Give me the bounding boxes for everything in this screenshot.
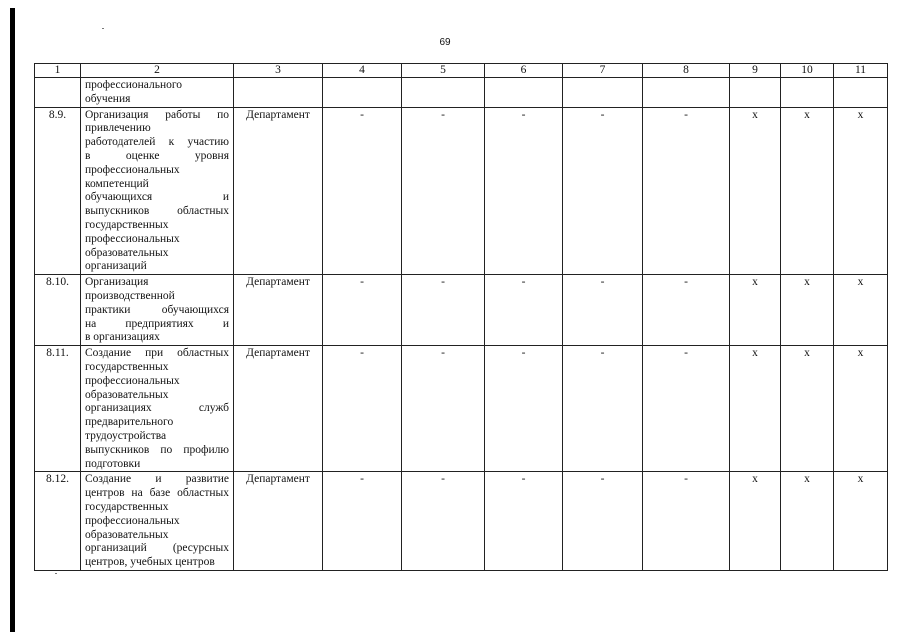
empty-cell bbox=[781, 78, 834, 108]
item-number: 8.9. bbox=[35, 107, 81, 275]
column-header: 5 bbox=[402, 64, 485, 78]
empty-cell bbox=[402, 78, 485, 108]
table-row bbox=[35, 472, 888, 571]
mark-cell: - bbox=[485, 275, 563, 346]
description-line: центров на базе областных bbox=[85, 487, 229, 500]
plan-table bbox=[34, 63, 888, 571]
description-line: профессиональных bbox=[85, 374, 180, 387]
description-line: образовательных bbox=[85, 388, 169, 401]
mark-cell: - bbox=[643, 346, 730, 472]
column-header: 1 bbox=[35, 64, 81, 78]
item-number: 8.10. bbox=[35, 275, 81, 346]
table-row bbox=[35, 275, 888, 346]
mark-cell: x bbox=[730, 472, 781, 571]
column-header: 3 bbox=[234, 64, 323, 78]
description-line: организациях служб bbox=[85, 402, 229, 415]
scan-speck bbox=[102, 28, 104, 29]
description-line: организаций (ресурсных bbox=[85, 542, 229, 555]
description-line: государственных bbox=[85, 218, 169, 231]
column-header: 2 bbox=[81, 64, 234, 78]
item-number: 8.12. bbox=[35, 472, 81, 571]
mark-cell: x bbox=[834, 346, 888, 472]
mark-cell: - bbox=[485, 346, 563, 472]
mark-cell: - bbox=[402, 107, 485, 275]
empty-cell bbox=[834, 78, 888, 108]
item-description bbox=[81, 78, 234, 108]
description-line: центров, учебных центров bbox=[85, 556, 215, 569]
column-header: 4 bbox=[323, 64, 402, 78]
description-line: привлечению bbox=[85, 122, 151, 135]
mark-cell: - bbox=[643, 472, 730, 571]
column-header: 9 bbox=[730, 64, 781, 78]
mark-cell: x bbox=[834, 472, 888, 571]
mark-cell: - bbox=[323, 346, 402, 472]
empty-cell bbox=[485, 78, 563, 108]
mark-cell: x bbox=[730, 346, 781, 472]
mark-cell: - bbox=[402, 275, 485, 346]
description-line: Создание при областных bbox=[85, 347, 229, 360]
mark-cell: x bbox=[834, 107, 888, 275]
executor-cell: Департамент bbox=[234, 472, 323, 571]
mark-cell: x bbox=[834, 275, 888, 346]
mark-cell: x bbox=[730, 275, 781, 346]
description-line: выпускников областных bbox=[85, 205, 229, 218]
description-line: в организациях bbox=[85, 331, 160, 344]
mark-cell: - bbox=[563, 472, 643, 571]
empty-cell bbox=[643, 78, 730, 108]
mark-cell: - bbox=[643, 107, 730, 275]
description-line: трудоустройства bbox=[85, 429, 167, 442]
description-line: практики обучающихся bbox=[85, 303, 229, 316]
description-line: компетенций bbox=[85, 177, 149, 190]
item-description bbox=[81, 472, 234, 571]
executor-cell: Департамент bbox=[234, 346, 323, 472]
table-header-row bbox=[35, 64, 888, 78]
column-header: 8 bbox=[643, 64, 730, 78]
mark-cell: - bbox=[563, 346, 643, 472]
empty-cell bbox=[323, 78, 402, 108]
description-line: в оценке уровня bbox=[85, 149, 229, 162]
table-row bbox=[35, 107, 888, 275]
mark-cell: x bbox=[781, 107, 834, 275]
mark-cell: x bbox=[730, 107, 781, 275]
description-line: государственных bbox=[85, 500, 169, 513]
description-line: производственной bbox=[85, 289, 175, 302]
description-line: образовательных bbox=[85, 246, 169, 259]
mark-cell: x bbox=[781, 472, 834, 571]
description-line: профессионального bbox=[85, 79, 183, 91]
mark-cell: - bbox=[643, 275, 730, 346]
description-line: подготовки bbox=[85, 457, 141, 470]
mark-cell: - bbox=[402, 472, 485, 571]
table-row bbox=[35, 78, 888, 108]
description-line: образовательных bbox=[85, 528, 169, 541]
mark-cell: - bbox=[402, 346, 485, 472]
executor-cell: Департамент bbox=[234, 275, 323, 346]
description-line: на предприятиях и bbox=[85, 317, 229, 330]
description-line: Организация работы по bbox=[85, 108, 229, 121]
mark-cell: - bbox=[323, 107, 402, 275]
column-header: 11 bbox=[834, 64, 888, 78]
empty-cell bbox=[730, 78, 781, 108]
mark-cell: - bbox=[323, 275, 402, 346]
description-line: Создание и развитие bbox=[85, 473, 229, 486]
column-header: 6 bbox=[485, 64, 563, 78]
mark-cell: - bbox=[485, 107, 563, 275]
description-line: профессиональных bbox=[85, 514, 180, 527]
executor-cell: Департамент bbox=[234, 107, 323, 275]
empty-cell bbox=[563, 78, 643, 108]
description-line: Организация bbox=[85, 276, 149, 289]
empty-cell bbox=[35, 78, 81, 108]
mark-cell: x bbox=[781, 275, 834, 346]
description-line: организаций bbox=[85, 260, 147, 273]
mark-cell: x bbox=[781, 346, 834, 472]
description-line: обучающихся и bbox=[85, 191, 229, 204]
column-header: 10 bbox=[781, 64, 834, 78]
scan-edge-bar bbox=[10, 8, 15, 632]
table-row bbox=[35, 346, 888, 472]
description-line: выпускников по профилю bbox=[85, 443, 229, 456]
mark-cell: - bbox=[323, 472, 402, 571]
item-description bbox=[81, 275, 234, 346]
description-line: предварительного bbox=[85, 416, 174, 429]
description-line: профессиональных bbox=[85, 232, 180, 245]
item-description bbox=[81, 107, 234, 275]
description-line: работодателей к участию bbox=[85, 136, 229, 149]
item-description bbox=[81, 346, 234, 472]
description-line: государственных bbox=[85, 360, 169, 373]
mark-cell: - bbox=[563, 107, 643, 275]
column-header: 7 bbox=[563, 64, 643, 78]
description-line: обучения bbox=[85, 92, 131, 105]
item-number: 8.11. bbox=[35, 346, 81, 472]
mark-cell: - bbox=[563, 275, 643, 346]
empty-cell bbox=[234, 78, 323, 108]
page-number: 69 bbox=[439, 37, 451, 48]
scan-speck bbox=[55, 573, 57, 574]
mark-cell: - bbox=[485, 472, 563, 571]
description-line: профессиональных bbox=[85, 163, 180, 176]
